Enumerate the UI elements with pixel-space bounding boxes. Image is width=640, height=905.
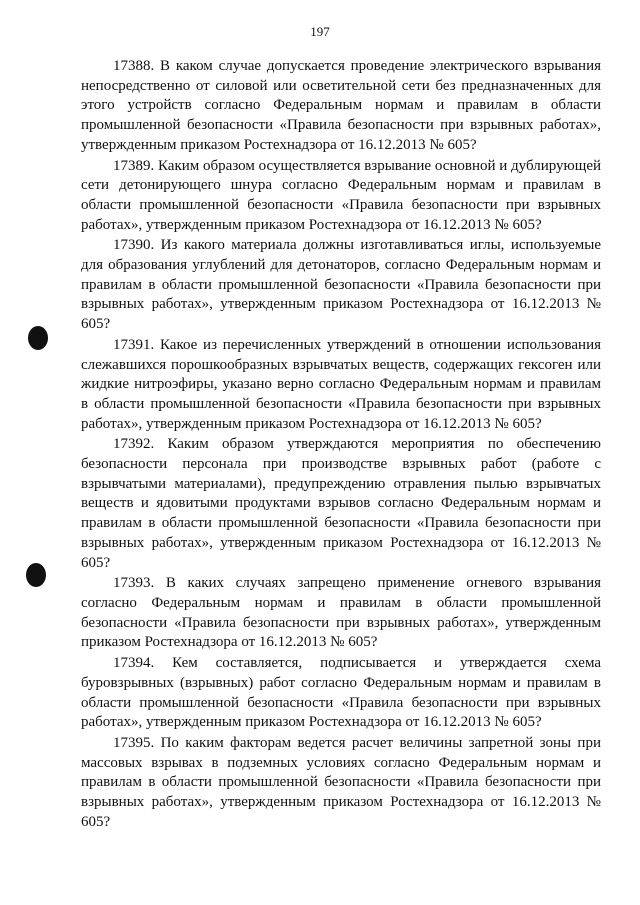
page-number: 197: [310, 24, 330, 39]
question-list: [81, 57, 601, 833]
punch-hole-icon: [28, 326, 48, 350]
question-17395: 17395. По каким факторам ведется расчет величины запретной зоны при массовых взрывах в подземных условиях согласно Федеральным нормам и правилам в области промышленной безопасности «Правила безопасности при взрывных работах», утвержденным приказом Ростехнадзора от 16.12.2013 № 605?: [81, 734, 601, 830]
question-17390: 17390. Из какого материала должны изготавливаться иглы, используемые для образования углублений для детонаторов, согласно Федеральным нормам и правилам в области промышленной безопасности «Правила безопасности при взрывных работах», утвержденным приказом Ростехнадзора от 16.12.2013 № 605?: [81, 237, 601, 333]
question-17391: 17391. Какое из перечисленных утверждений в отношении использования слежавшихся порошкообразных взрывчатых веществ, содержащих гексоген или жидкие нитроэфиры, указано верно согласно Федеральным нормам и правилам в области промышленной безопасности «Правила безопасности при взрывных работах», утвержденным приказом Ростехнадзора от 16.12.2013 № 605?: [81, 336, 601, 432]
question-17388: 17388. В каком случае допускается проведение электрического взрывания непосредственно от силовой или осветительной сети без предназначенных для этого устройств согласно Федеральным нормам и правилам в области промышленной безопасности «Правила безопасности при взрывных работах», утвержденным приказом Ростехнадзора от 16.12.2013 № 605?: [81, 58, 601, 153]
question-17389: 17389. Каким образом осуществляется взрывание основной и дублирующей сети детонирующего шнура согласно Федеральным нормам и правилам в области промышленной безопасности «Правила безопасности при взрывных работах», утвержденным приказом Ростехнадзора от 16.12.2013 № 605?: [81, 157, 601, 233]
punch-hole-icon: [26, 563, 46, 587]
question-17392: 17392. Каким образом утверждаются мероприятия по обеспечению безопасности персонала при производстве взрывных работ (работе с взрывчатыми материалами), предупреждению отравления пылью взрывчатых веществ и ядовитыми продуктами взрывов согласно Федеральным нормам и правилам в области промышленной безопасности «Правила безопасности при взрывных работах», утвержденным приказом Ростехнадзора от 16.12.2013 № 605?: [81, 436, 601, 571]
question-17393: 17393. В каких случаях запрещено применение огневого взрывания согласно Федеральным нормам и правилам в области промышленной безопасности «Правила безопасности при взрывных работах», утвержденным приказом Ростехнадзора от 16.12.2013 № 605?: [81, 575, 601, 651]
question-17394: 17394. Кем составляется, подписывается и утверждается схема буровзрывных (взрывных) работ согласно Федеральным нормам и правилам в области промышленной безопасности «Правила безопасности при взрывных работах», утвержденным приказом Ростехнадзора от 16.12.2013 № 605?: [81, 655, 601, 731]
